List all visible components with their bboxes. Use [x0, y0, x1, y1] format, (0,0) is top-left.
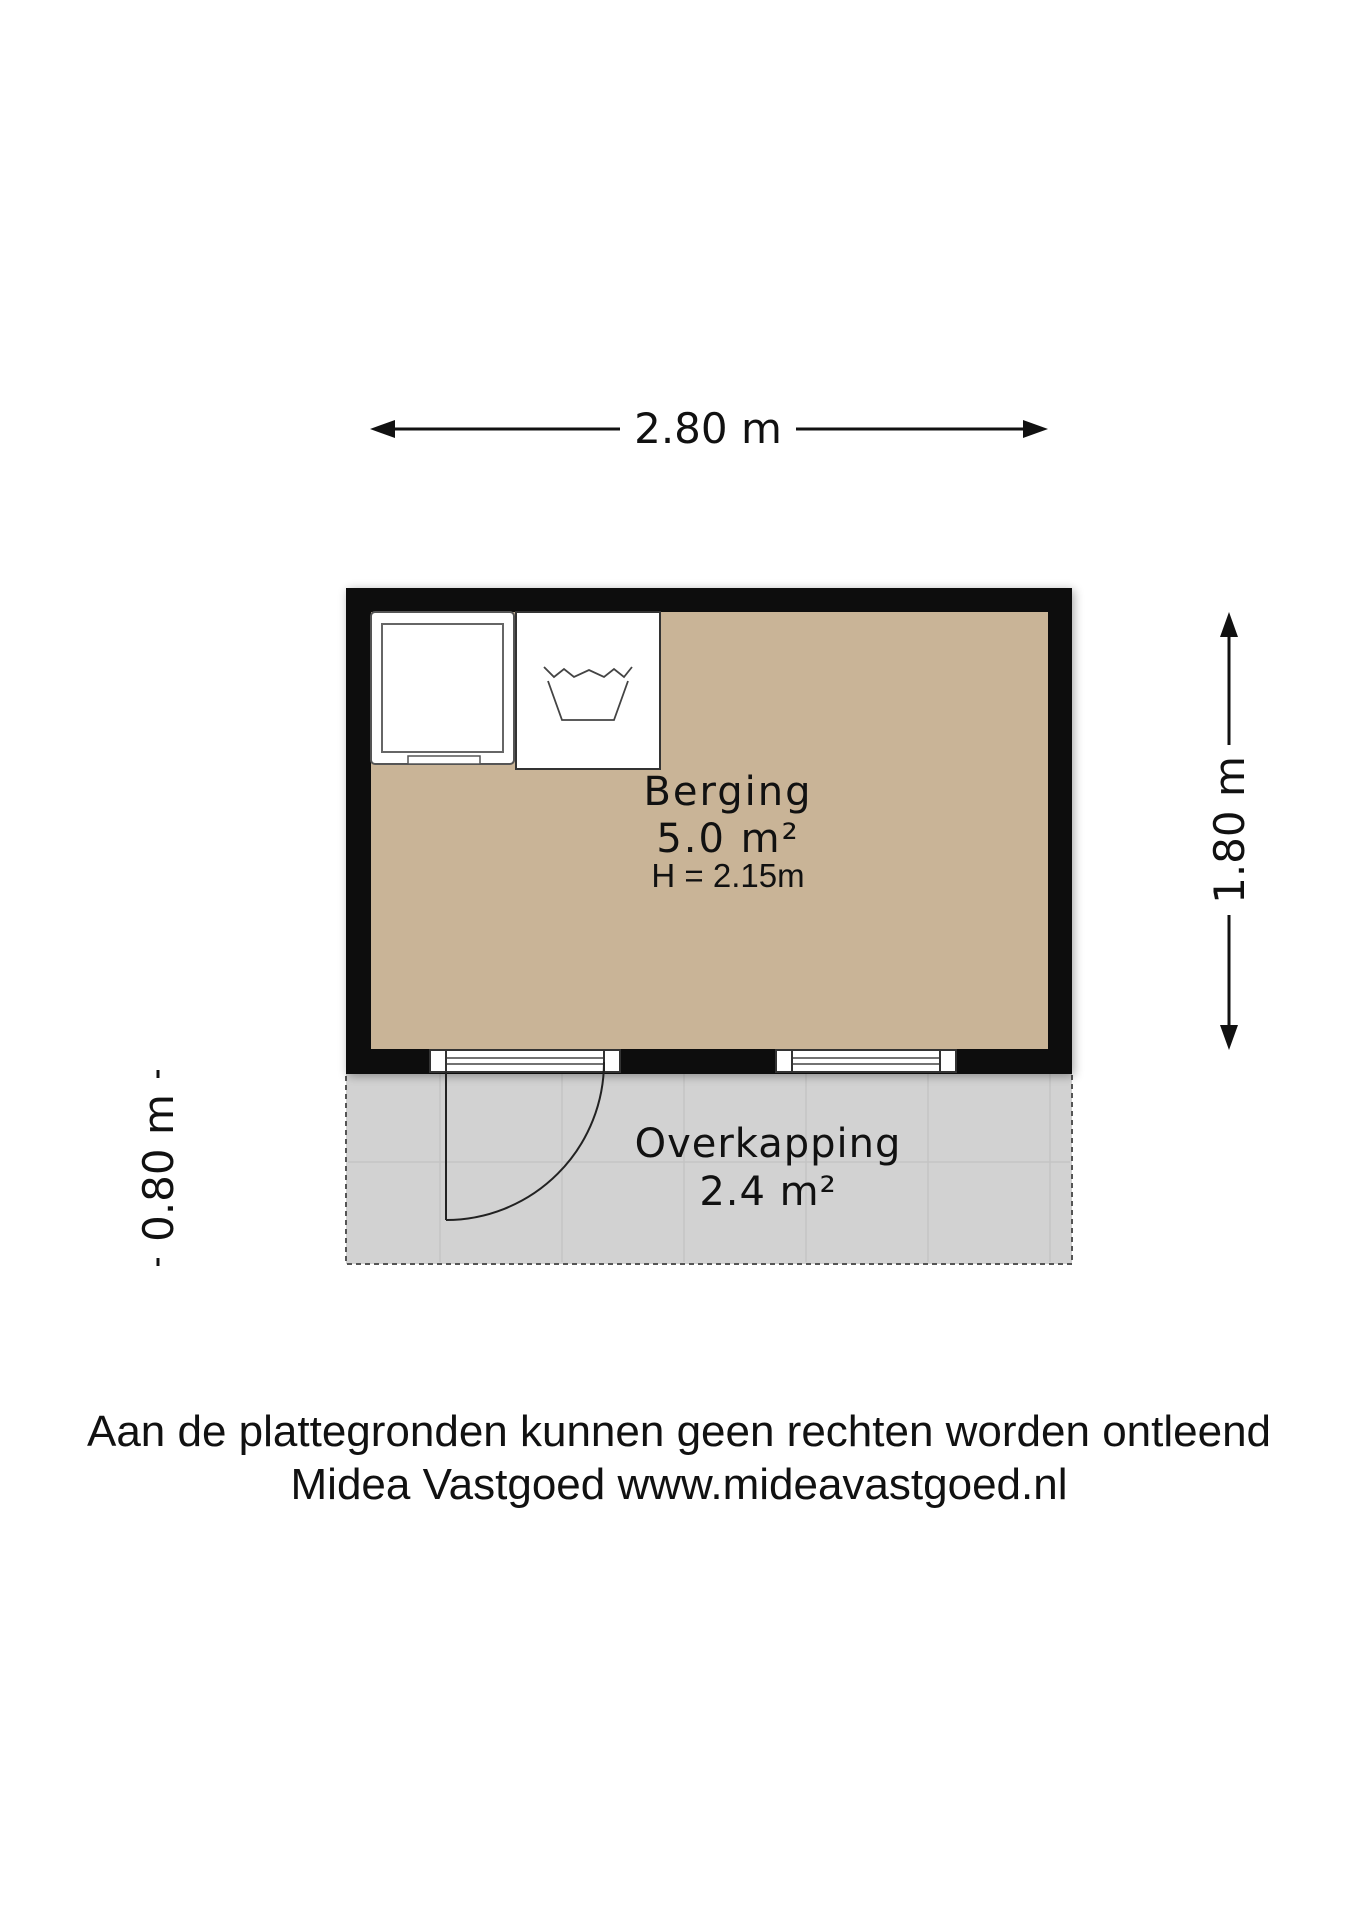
width-label: 2.80 m: [634, 404, 782, 453]
depth-dimension: [1205, 612, 1254, 1050]
arrow-left-icon: [370, 420, 395, 438]
room-overkapping: [346, 1072, 1072, 1264]
depth-label: 1.80 m: [1205, 756, 1254, 904]
canopy-floor: [346, 1072, 1072, 1264]
washing-machine-icon: [371, 612, 514, 764]
canopy-depth-label: 0.80 m: [134, 1094, 183, 1242]
laundry-basket-icon: [516, 612, 660, 769]
arrow-right-icon: [1023, 420, 1048, 438]
disclaimer-text: Aan de plattegronden kunnen geen rechten worden ontleend: [86, 1407, 1272, 1456]
room-name-overkapping: Overkapping: [634, 1121, 902, 1167]
width-dimension: [370, 404, 1048, 453]
room-height-berging: H = 2.15m: [651, 857, 805, 894]
arrow-down-icon: [1220, 1025, 1238, 1050]
credit-text: Midea Vastgoed www.mideavastgoed.nl: [290, 1460, 1068, 1509]
arrow-up-icon: [1220, 612, 1238, 637]
room-area-berging: 5.0 m²: [656, 816, 800, 862]
window: [776, 1050, 956, 1072]
room-name-berging: Berging: [643, 769, 813, 815]
canopy-depth-dimension: [134, 1070, 183, 1266]
room-area-overkapping: 2.4 m²: [699, 1169, 837, 1215]
room-berging: [346, 588, 1072, 1074]
